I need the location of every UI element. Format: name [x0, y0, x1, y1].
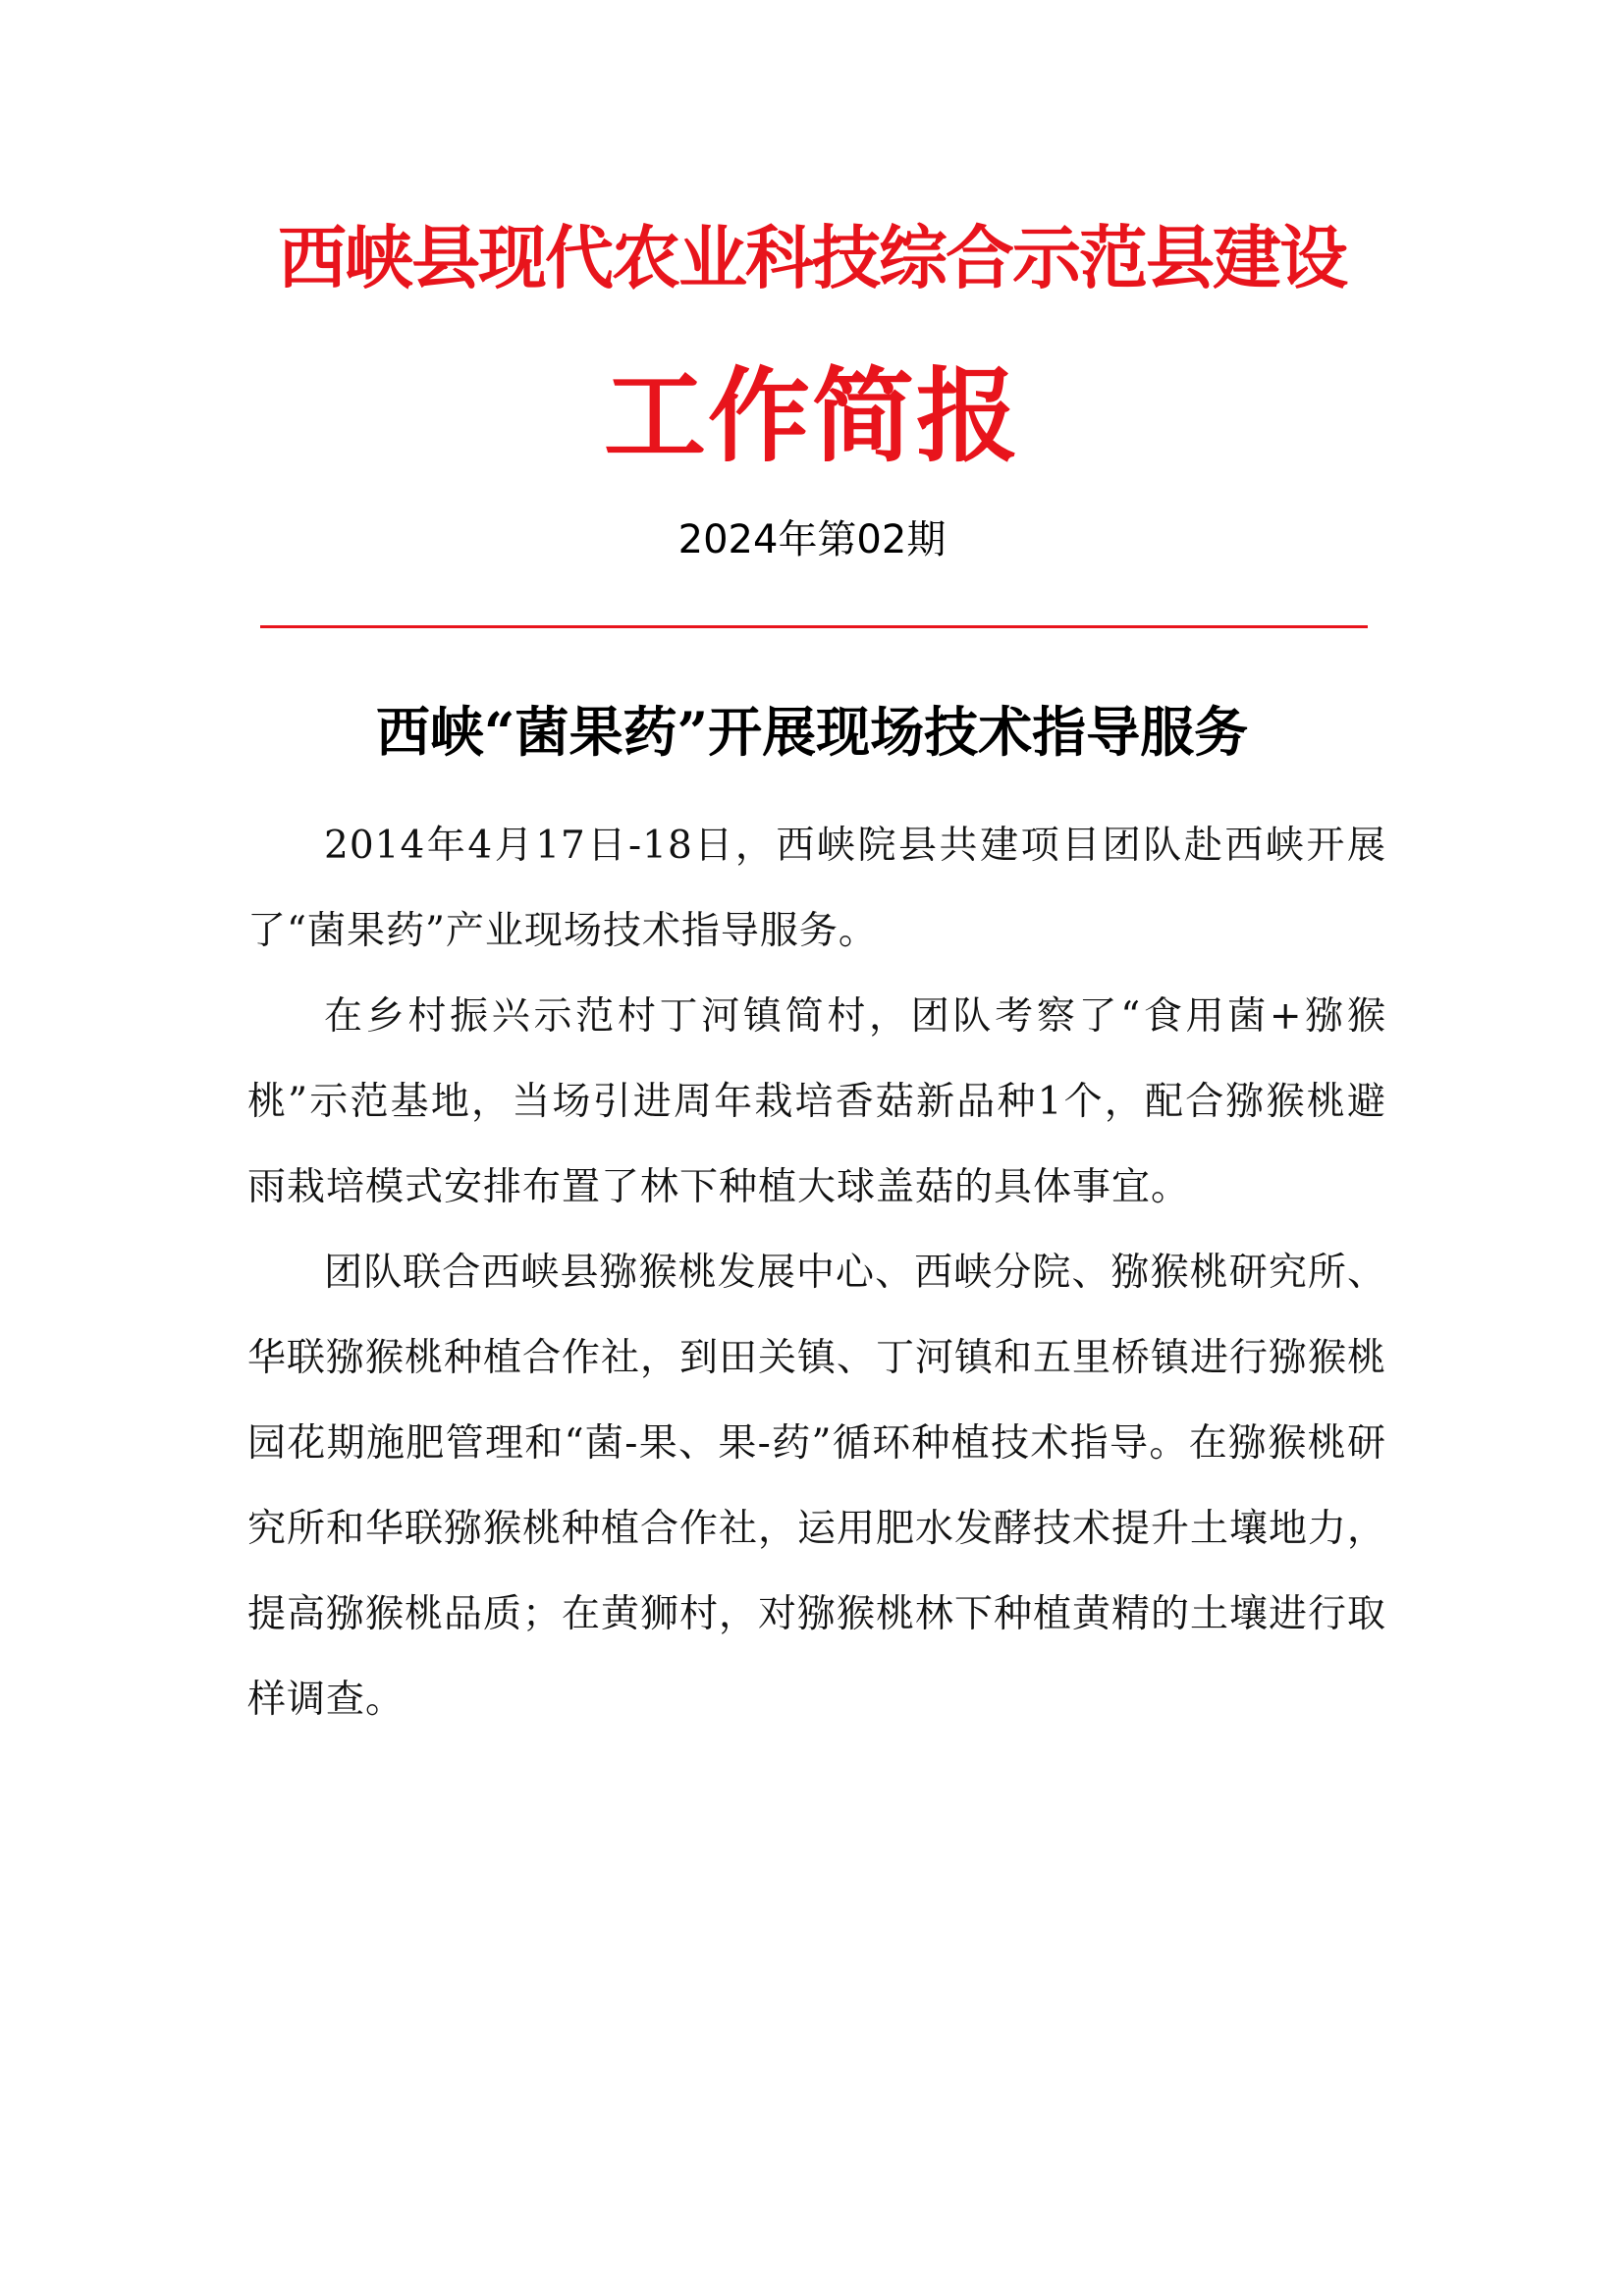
- article-paragraph-3: 团队联合西峡县猕猴桃发展中心、西峡分院、猕猴桃研究所、华联猕猴桃种植合作社，到田关镇、丁河镇和五里桥镇进行猕猴桃园花期施肥管理和“菌-果、果-药”循环种植技术指导。在猕猴桃研究所和华联猕猴桃种植合作社，运用肥水发酵技术提升土壤地力，提高猕猴桃品质；在黄狮村，对猕猴桃林下种植黄精的土壤进行取样调查。: [247, 1251, 1387, 1722]
- article-paragraph-1: 2014年4月17日-18日，西峡院县共建项目团队赴西峡开展了“菌果药”产业现场技术指导服务。: [247, 824, 1386, 953]
- masthead-subtitle: 工作简报: [603, 355, 1020, 476]
- article-paragraph-2: 在乡村振兴示范村丁河镇简村，团队考察了“食用菌+猕猴桃”示范基地，当场引进周年栽培香菇新品种1个，配合猕猴桃避雨栽培模式安排布置了林下种植大球盖菇的具体事宜。: [247, 994, 1386, 1209]
- issue-number: 2024年第02期: [677, 517, 947, 562]
- article-title: 西峡“菌果药”开展现场技术指导服务: [375, 700, 1249, 764]
- article-body: [247, 803, 1386, 1742]
- masthead-title: 西峡县现代农业科技综合示范县建设: [278, 217, 1346, 298]
- masthead-divider: [260, 625, 1368, 628]
